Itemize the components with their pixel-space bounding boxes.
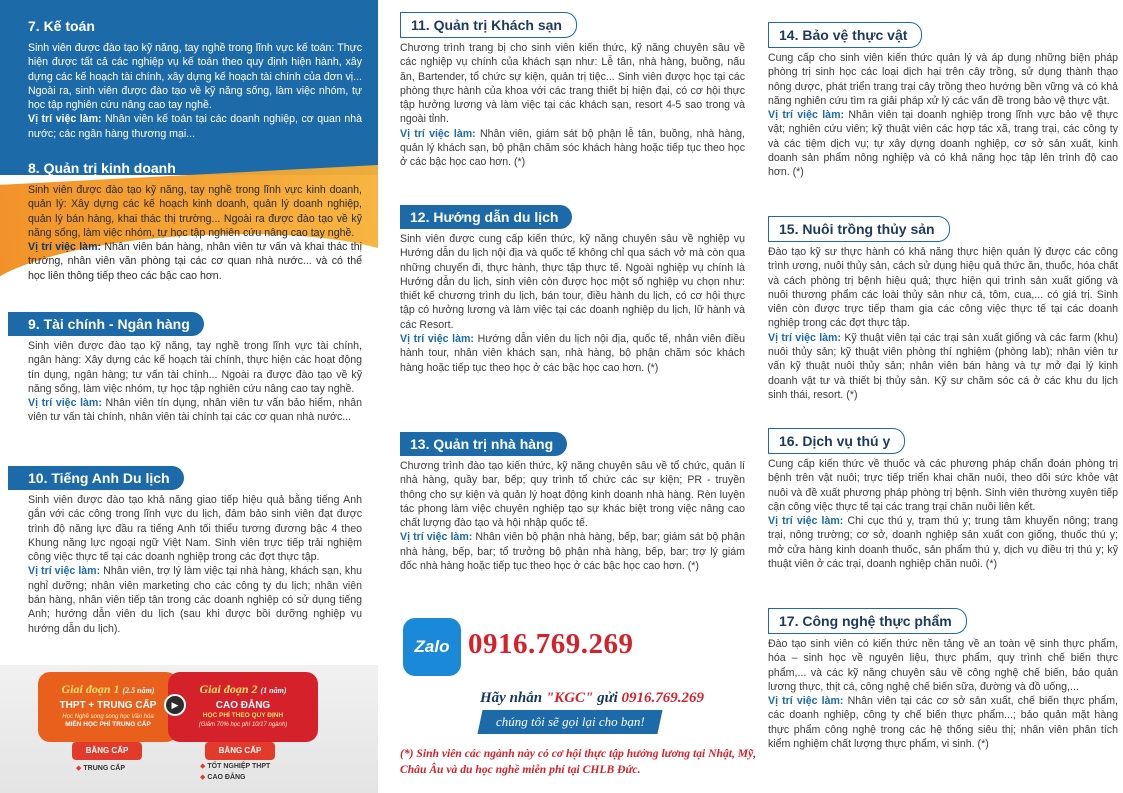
section-body: Đào tạo kỹ sư thực hành có khả năng thực hiện quản lý được các công trình ương, nuôi thủy sản, cách sử dụng hiệu quả thức ăn, thuốc, hóa chất và cách phòng trị bệnh hiệu quả; thực hiện qui trình sản xuất giống và nuôi thương phẩm các loài thủy sản như cá, tôm, cua,... có giá trị. Sinh viên còn được trực tiếp tham gia các công việc thực tế tại các doanh nghiệp trong các đợt thực tập. Vị trí việc làm: Kỹ thuật viên tại các trại sản xuất giống và các farm (khu) nuôi thủy sản; kỹ thuật viên phòng thí nghiệm (phòng lab); nhân viên tư vấn kỹ thuật nuôi thủy sản; nhân viên bán hàng và tự mở đại lý kinh doanh vật tư và thiết bị thủy sản. Kỹ sư chăm sóc cá ở các khu du lịch sinh thái, resort. (*) bbox=[768, 246, 1118, 401]
degree-item: ◆ CAO ĐẲNG bbox=[200, 774, 246, 781]
job-label: Vị trí việc làm: bbox=[28, 241, 102, 254]
degree-badge-1: BẰNG CẤP bbox=[72, 742, 142, 760]
section-8 bbox=[28, 156, 362, 283]
section-title: 7. Kế toán bbox=[28, 18, 95, 34]
job-label: Vị trí việc làm: bbox=[400, 531, 473, 544]
section-11 bbox=[400, 12, 745, 170]
job-text: Kỹ thuật viên tại các trại sản xuất giống và các farm (khu) nuôi thủy sản; kỹ thuật viên phòng thí nghiệm (phòng lab); nhân viên tư vấn kỹ thuật nuôi thủy sản; nhân viên bán hàng và tự mở đại lý kinh doanh vật tư và thiết bị thủy sản. Kỹ sư chăm sóc cá ở các khu du lịch sinh thái, resort. (*) bbox=[768, 331, 1118, 401]
job-label: Vị trí việc làm: bbox=[28, 565, 101, 578]
job-text: Nhân viên tại doanh nghiệp trong lĩnh vực bảo vệ thực vật; nghiên cứu viên; kỹ thuật viên các hợp tác xã, trang trại, các công ty và các tiệm dịch vụ; tự xây dựng doanh nghiệp, cơ sở sản xuất, kinh doanh sản phẩm nông nghiệp và có khả năng học tập lên trình độ cao hơn. (*) bbox=[768, 109, 1118, 179]
column-3 bbox=[768, 0, 1118, 793]
job-text: Hướng dẫn viên du lịch nội địa, quốc tế, nhân viên điều hành tour, nhân viên khách sạn, nhà hàng, bộ phận chăm sóc khách hàng hoặc tiếp tục theo học ở các bậc học cao hơn. (*) bbox=[400, 333, 745, 374]
section-body: Chương trình đào tạo kiến thức, kỹ năng chuyên sâu về tổ chức, quản lí nhà hàng, quầy bar, bếp; quy trình tổ chức các sự kiện; PR - truyền thông cho sự kiện và quản lý hoạt động kinh doanh nhà hàng. Rèn luyện tác phong làm việc chuyên nghiệp tạo sự khác biệt trong việc nâng cao chất lượng đào tạo và hội nhập quốc tế. Vị trí việc làm: Nhân viên bộ phận nhà hàng, bếp, bar; giám sát bộ phận nhà hàng, bếp, bar; tổ trưởng bộ phận nhà hàng, bếp, bar; trợ lý giám đốc nhà hàng hoặc tiếp tục theo học ở các bậc học cao hơn. (*) bbox=[400, 460, 745, 573]
section-title: 15. Nuôi trồng thủy sản bbox=[768, 216, 950, 242]
job-text: Nhân viên kế toán tại các doanh nghiệp, cơ quan nhà nước; các ngân hàng thương mại... bbox=[28, 113, 362, 140]
section-title: 12. Hướng dẫn du lịch bbox=[400, 205, 572, 229]
section-12 bbox=[400, 205, 745, 375]
section-title: 9. Tài chính - Ngân hàng bbox=[8, 312, 204, 336]
section-body: Sinh viên được đào tạo kỹ năng, tay nghề trong lĩnh vực kinh doanh, quản lý: Xây dựng các kế hoạch kinh doanh, quản lý doanh nghiệp, quản lý bán hàng, khai thác thị trường... Ngoài ra được đào tạo về kỹ năng sống, làm việc nhóm, tự học tập nghiên cứu nâng cao tay nghề. Vị trí việc làm: Nhân viên bán hàng, nhân viên tư vấn và khai thác thị trường, nhân viên văn phòng tại các cơ quan nhà nước... và có thể học liên thông tiếp theo các bậc cao hơn. bbox=[28, 184, 362, 282]
section-title: 11. Quản trị Khách sạn bbox=[400, 12, 577, 38]
zalo-logo-icon[interactable]: Zalo bbox=[403, 618, 461, 676]
section-16 bbox=[768, 428, 1118, 571]
section-title: 17. Công nghệ thực phẩm bbox=[768, 608, 967, 634]
degree-badge-2: BẰNG CẤP bbox=[205, 742, 275, 760]
job-label: Vị trí việc làm: bbox=[28, 397, 102, 410]
job-text: Nhân viên, giám sát bộ phận lễ tân, buồng, nhà hàng, quản lý khách sạn, bộ phận chăm sóc khách hàng hoặc tiếp tục theo học ở các bậc học cao hơn. (*) bbox=[400, 127, 745, 169]
stage-1-card: Giai đoạn 1 (2.5 năm) THPT + TRUNG CẤP Học Nghề song song học Văn hóa MIỄN HỌC PHÍ TRUNG CẤP bbox=[38, 672, 178, 742]
job-label: Vị trí việc làm: bbox=[768, 515, 844, 528]
callback-banner: chúng tôi sẽ gọi lại cho bạn! bbox=[477, 710, 662, 734]
job-text: Chi cục thú y, trạm thú y; trung tâm khuyến nông; trang trại, nông trường; cơ sở, doanh nghiệp sản xuất con giống, thuốc thú y; mở cửa hàng kinh doanh thuốc, sản phẩm thú y, dịch vụ điều trị thú y; kỹ thuật viên ở các trại, doanh nghiệp chăn nuôi. (*) bbox=[768, 515, 1118, 571]
job-text: Nhân viên bộ phận nhà hàng, bếp, bar; giám sát bộ phận nhà hàng, bếp, bar; tổ trưởng bộ phận nhà hàng, bếp, bar; trợ lý giám đốc nhà hàng hoặc tiếp tục theo học ở các bậc học cao hơn. (*) bbox=[400, 531, 745, 573]
section-14 bbox=[768, 22, 1118, 180]
message-instruction: Hãy nhắn "KGC" gửi 0916.769.269 bbox=[480, 690, 705, 706]
section-body: Sinh viên được cung cấp kiến thức, kỹ năng chuyên sâu về nghiệp vụ Hướng dẫn du lịch nội địa và quốc tế không chỉ qua sách vở mà còn qua những chuyến đi, thực hành, thực tập thực tế. Ngoài nghiệp vụ chính là Hướng dẫn du lịch, sinh viên còn được học một số nghiệp vụ chọn như: thiết kế chương trình du lịch, bán tour, điều hành du lịch, có cơ hội thực tập có hưởng lương và làm việc tại các doanh nghiệp du lịch, lữ hành và các Resort. Vị trí việc làm: Hướng dẫn viên du lịch nội địa, quốc tế, nhân viên điều hành tour, nhân viên khách sạn, nhà hàng, bộ phận chăm sóc khách hàng hoặc tiếp tục theo học ở các bậc học cao hơn. (*) bbox=[400, 233, 745, 374]
job-text: Nhân viên tại các cơ sở sản xuất, chế biến thực phẩm, các doanh nghiệp, công ty chế biến thực phẩm...; bảo quản mặt hàng thực phẩm công nghệ trong các hệ thống siêu thị; nhân viên phân tích kiểm nghiệm chất lượng thực phẩm, vi sinh. (*) bbox=[768, 695, 1118, 751]
section-title: 16. Dịch vụ thú y bbox=[768, 428, 905, 454]
section-10 bbox=[8, 466, 362, 636]
section-13 bbox=[400, 432, 745, 573]
job-label: Vị trí việc làm: bbox=[28, 113, 102, 126]
section-title: 10. Tiếng Anh Du lịch bbox=[8, 466, 184, 490]
job-label: Vị trí việc làm: bbox=[400, 127, 476, 140]
stage-2-card: Giai đoạn 2 (1 năm) CAO ĐẲNG HỌC PHÍ THEO QUY ĐỊNH (Giảm 70% học phí 10/17 ngành) bbox=[168, 672, 318, 742]
job-label: Vị trí việc làm: bbox=[768, 109, 845, 122]
job-text: Nhân viên bán hàng, nhân viên tư vấn và khai thác thị trường, nhân viên văn phòng tại các cơ quan nhà nước... và có thể học liên thông tiếp theo các bậc cao hơn. bbox=[28, 241, 362, 282]
degree-item: ◆ TRUNG CẤP bbox=[76, 765, 126, 772]
section-body: Cung cấp kiến thức về thuốc và các phương pháp chẩn đoán phòng trị bệnh trên vật nuôi; trực tiếp triển khai chăn nuôi, theo dõi sức khỏe vật nuôi và đề xuất phương pháp phòng trị bệnh. Sinh viên thường xuyên tiếp cận công việc thực tế tại các trang trại chăn nuôi liên kết. Vị trí việc làm: Chi cục thú y, trạm thú y; trung tâm khuyến nông; trang trại, nông trường; cơ sở, doanh nghiệp sản xuất con giống, thuốc thú y; mở cửa hàng kinh doanh thuốc, sản phẩm thú y, dịch vụ điều trị thú y; kỹ thuật viên ở các trại, doanh nghiệp chăn nuôi. (*) bbox=[768, 458, 1118, 571]
degree-item: ◆ TỐT NGHIỆP THPT bbox=[200, 763, 271, 770]
diamond-icon: ◆ bbox=[200, 763, 206, 770]
section-title: 8. Quản trị kinh doanh bbox=[28, 160, 176, 176]
play-icon: ▶ bbox=[164, 694, 186, 716]
job-label: Vị trí việc làm: bbox=[768, 695, 844, 708]
section-body: Đào tạo sinh viên có kiến thức nền tảng về an toàn vệ sinh thực phẩm, hóa – sinh học về nguyên liệu, thực phẩm, quy trình chế biến thực phẩm,... và các kỹ năng chuyên sâu về công nghệ chế biến, bảo quản lương thực, thịt cá, công nghệ chế biến sữa, đường và đồ uống,... Vị trí việc làm: Nhân viên tại các cơ sở sản xuất, chế biến thực phẩm, các doanh nghiệp, công ty chế biến thực phẩm...; bảo quản mặt hàng thực phẩm công nghệ trong các hệ thống siêu thị; nhân viên phân tích kiểm nghiệm chất lượng thực phẩm, vi sinh. (*) bbox=[768, 638, 1118, 751]
section-body: Chương trình trang bị cho sinh viên kiến thức, kỹ năng chuyên sâu về các nghiệp vụ chính của khách sạn như: Lễ tân, nhà hàng, buồng, nấu ăn, Bartender, tổ chức sự kiện, quản trị tiệc... Sinh viên được học tại các phòng thực hành của khoa với các trang thiết bị hiện đại, có cơ hội thực tập hưởng lương và làm việc tại các khách sạn, resort 4-5 sao trong và ngoài tỉnh. Vị trí việc làm: Nhân viên, giám sát bộ phận lễ tân, buồng, nhà hàng, quản lý khách sạn, bộ phận chăm sóc khách hàng hoặc tiếp tục theo học ở các bậc học cao hơn. (*) bbox=[400, 42, 745, 169]
section-body: Cung cấp cho sinh viên kiến thức quản lý và áp dụng những biện pháp phòng trị sinh học các loại dịch hại trên cây trồng, sử dụng thành thạo nông dược, phát triển trang trại cây trồng theo hướng bền vững và có khả năng nghiên cứu tìm ra giải pháp xử lý các vấn đề trong bảo vệ thực vật. Vị trí việc làm: Nhân viên tại doanh nghiệp trong lĩnh vực bảo vệ thực vật; nghiên cứu viên; kỹ thuật viên các hợp tác xã, trang trại, các công ty và các tiệm dịch vụ; tự xây dựng doanh nghiệp, cơ sở sản xuất, kinh doanh sản phẩm nông nghiệp và có khả năng học tập lên trình độ cao hơn. (*) bbox=[768, 52, 1118, 179]
section-15 bbox=[768, 216, 1118, 402]
section-title: 13. Quản trị nhà hàng bbox=[400, 432, 567, 456]
job-label: Vị trí việc làm: bbox=[768, 331, 841, 344]
section-body: Sinh viên được đào tạo khả năng giao tiếp hiệu quả bằng tiếng Anh gắn với các công trong lĩnh vực du lịch, đảm bảo sinh viên đạt được trình độ năng lực đầu ra tiếng Anh tối thiểu tương đương bậc 4 theo Khung năng lực ngoại ngữ Việt Nam. Sinh viên trực tiếp trải nghiệm công việc thực tế tại các doanh nghiệp trong các đợt thực tập. Vị trí việc làm: Nhân viên, trợ lý làm việc tại nhà hàng, khách sạn, khu nghỉ dưỡng; nhân viên marketing cho các công ty du lịch; nhân viên bán hàng, nhân viên tiếp tân trong các doanh nghiệp có sử dụng tiếng Anh; hướng dẫn viên du lịch (sau khi được bồi dưỡng nghiệp vụ hướng dẫn du lịch). bbox=[28, 494, 362, 635]
section-body: Sinh viên được đào tạo kỹ năng, tay nghề trong lĩnh vực kế toán: Thực hiện được tất cả các nghiệp vụ kế toán theo quy định hiện hành, xây dựng các kế hoạch tài chính, xây dựng kế hoạch tài chính của đơn vị... Ngoài ra, sinh viên được đào tạo về kỹ năng sống, làm việc nhóm, tự học tập nghiên cứu nâng cao tay nghề. Vị trí việc làm: Nhân viên kế toán tại các doanh nghiệp, cơ quan nhà nước; các ngân hàng thương mại... bbox=[28, 42, 362, 140]
job-label: Vị trí việc làm: bbox=[400, 333, 474, 346]
footnote: (*) Sinh viên các ngành này có cơ hội thực tập hưởng lương tại Nhật, Mỹ, Châu Âu và du học nghề miễn phí tại CHLB Đức. bbox=[400, 747, 757, 776]
section-17 bbox=[768, 608, 1118, 751]
diamond-icon: ◆ bbox=[200, 774, 206, 781]
section-title: 14. Bảo vệ thực vật bbox=[768, 22, 922, 48]
section-body: Sinh viên được đào tạo kỹ năng, tay nghề trong lĩnh vực tài chính, ngân hàng: Xây dựng các kế hoạch tài chính, thực hiện các hoạt động tín dụng, ngân hàng; tư vấn tài chính... Ngoài ra được đào tạo về kỹ năng sống, làm việc nhóm, tự học tập nghiên cứu nâng cao tay nghề. Vị trí việc làm: Nhân viên tín dụng, nhân viên tư vấn bảo hiểm, nhân viên tư vấn tài chính, nhân viên tài chính tại các cơ quan nhà nước... bbox=[28, 340, 362, 424]
section-7 bbox=[28, 14, 362, 141]
diamond-icon: ◆ bbox=[76, 765, 82, 772]
section-9 bbox=[8, 312, 362, 425]
job-text: Nhân viên, trợ lý làm việc tại nhà hàng, khách sạn, khu nghỉ dưỡng; nhân viên marketing cho các công ty du lịch; nhân viên bán hàng, nhân viên tiếp tân trong các doanh nghiệp có sử dụng tiếng Anh; hướng dẫn viên du lịch (sau khi được bồi dưỡng nghiệp vụ hướng dẫn du lịch). bbox=[28, 565, 362, 635]
zalo-phone-number[interactable]: 0916.769.269 bbox=[468, 628, 634, 660]
job-text: Nhân viên tín dụng, nhân viên tư vấn bảo hiểm, nhân viên tư vấn tài chính, nhân viên tài chính tại các cơ quan nhà nước... bbox=[28, 397, 362, 424]
